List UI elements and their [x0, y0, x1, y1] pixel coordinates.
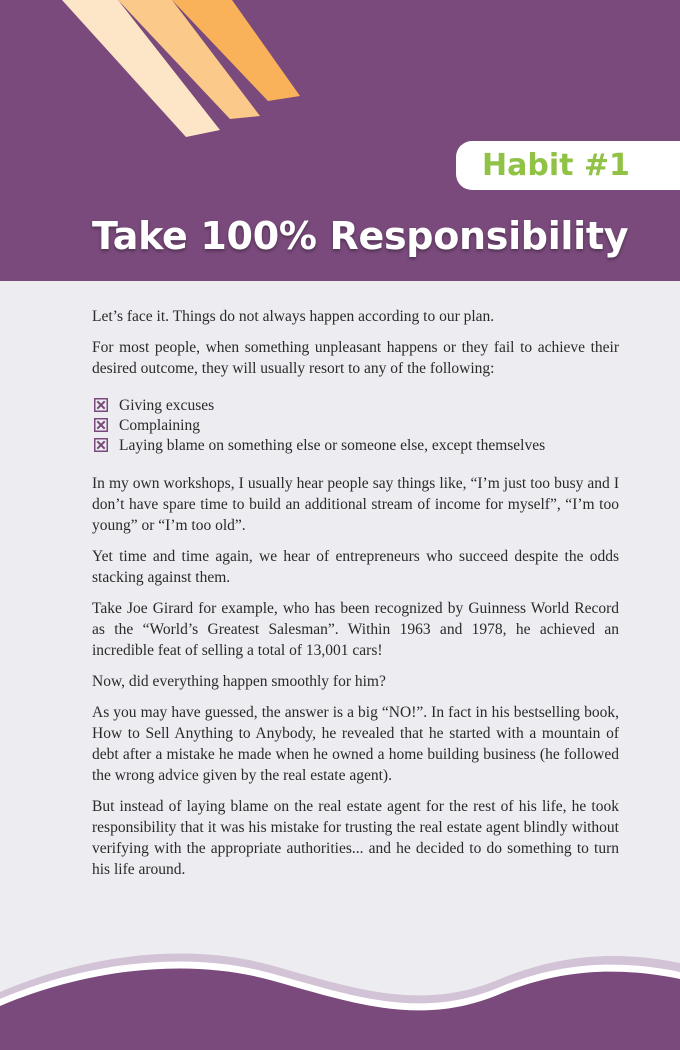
list-item [92, 395, 619, 415]
body-paragraph: Take Joe Girard for example, who has been recognized by Guinness World Record as the “World’s Greatest Salesman”. Within 1963 and 1978, he achieved an incredible feat of selling a total of 13,001 cars! [92, 600, 619, 659]
x-box-icon [94, 398, 108, 412]
intro-paragraph-1: Let’s face it. Things do not always happen according to our plan. [92, 308, 495, 325]
x-box-icon [94, 438, 108, 452]
intro-paragraph-2: For most people, when something unpleasant happens or they fail to achieve their desired outcome, they will usually resort to any of the following: [92, 339, 619, 377]
list-item-text: Giving excuses [119, 396, 215, 414]
list-item-text: Complaining [119, 416, 200, 434]
bottom-wave-decoration [0, 935, 680, 1050]
list-item [92, 435, 619, 455]
article-body [92, 306, 619, 890]
list-item-text: Laying blame on something else or someone else, except themselves [119, 436, 546, 454]
diagonal-stripes-decoration [0, 0, 320, 150]
list-item [92, 415, 619, 435]
body-paragraph: As you may have guessed, the answer is a big “NO!”. In fact in his bestselling book, How to Sell Anything to Anybody, he revealed that he started with a mountain of debt after a mistake he made when he owned a home building business (he followed the wrong advice given by the real estate agent). [92, 704, 619, 784]
body-paragraph: But instead of laying blame on the real estate agent for the rest of his life, he took responsibility that it was his mistake for trusting the real estate agent blindly without verifying with the appropriate authorities... and he decided to do something to turn his life around. [92, 798, 619, 878]
habit-label: Habit #1 [482, 148, 630, 183]
header-banner [0, 0, 680, 281]
body-paragraph: Now, did everything happen smoothly for him? [92, 673, 386, 690]
page-title: Take 100% Responsibility [92, 214, 629, 258]
bullet-list [92, 395, 619, 455]
body-paragraph: In my own workshops, I usually hear people say things like, “I’m just too busy and I don’t have spare time to build an additional stream of income for myself”, “I’m too young” or “I’m too old”. [92, 475, 619, 534]
body-paragraph: Yet time and time again, we hear of entrepreneurs who succeed despite the odds stacking against them. [92, 548, 619, 586]
x-box-icon [94, 418, 108, 432]
